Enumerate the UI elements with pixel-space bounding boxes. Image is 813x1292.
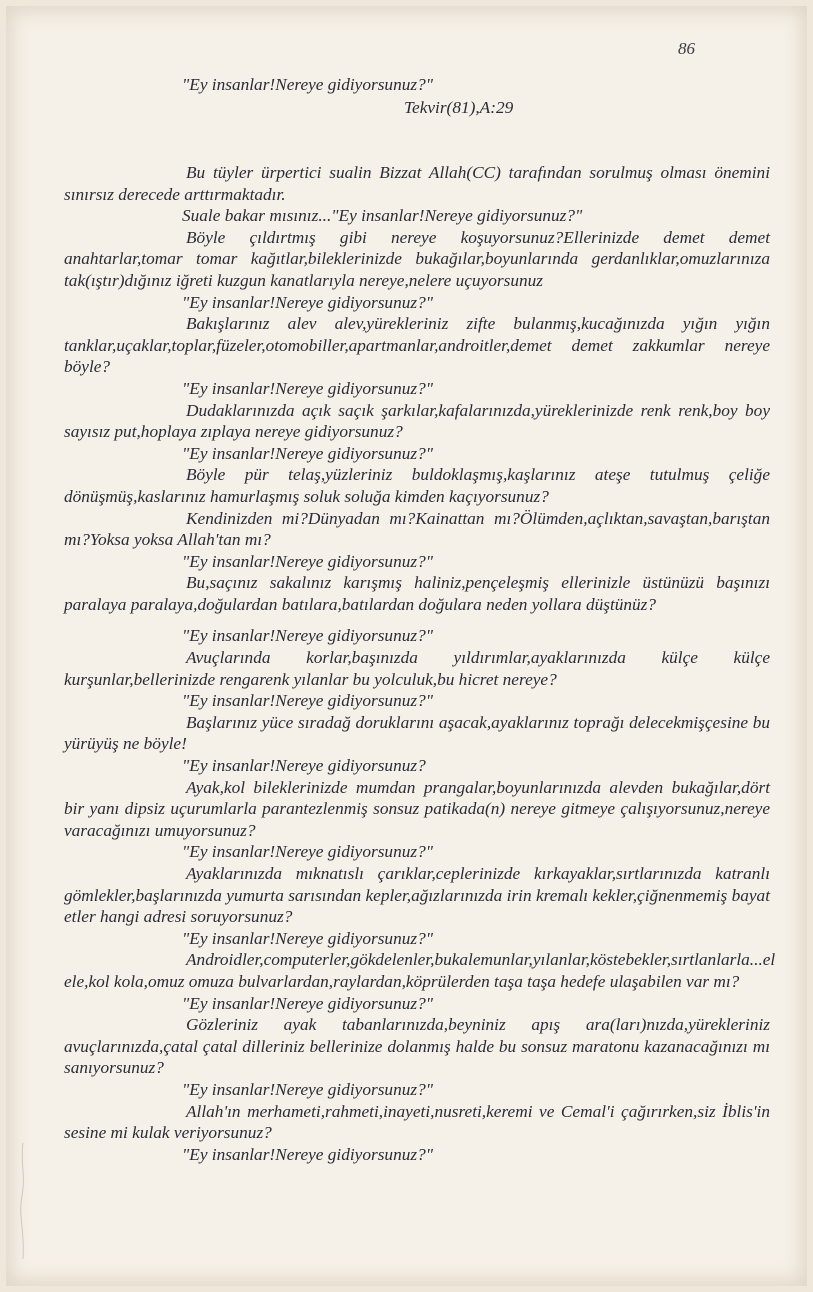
paragraph: Kendinizden mi?Dünyadan mı?Kainattan mı?Ölümden,açlıktan,savaştan,barıştan mı?Yoksa yoksa Allah'tan mı?	[64, 508, 770, 550]
refrain-line: "Ey insanlar!Nereye gidiyorsunuz?	[182, 756, 426, 776]
body-text	[64, 162, 776, 1165]
paragraph: Böyle çıldırtmış gibi nereye koşuyorsunuz?Ellerinizde demet demet anahtarlar,tomar tomar kağıtlar,bileklerinizde bukağılar,boyunlarında gerdanlıklar,omuzlarınıza tak(ıştır)dığınız iğreti kuzgun kanatlarıyla nereye,nelere uçuyorsunuz	[64, 227, 770, 290]
paragraph: Allah'ın merhameti,rahmeti,inayeti,nusreti,keremi ve Cemal'i çağırırken,siz İblis'in sesine mi kulak veriyorsunuz?	[64, 1101, 770, 1143]
margin-scribble	[16, 1141, 30, 1261]
paragraph: Avuçlarında korlar,başınızda yıldırımlar,ayaklarınızda külçe külçe kurşunlar,bellerinizde rengarenk yılanlar bu yolculuk,bu hicret nereye?	[64, 648, 770, 689]
refrain-line: "Ey insanlar!Nereye gidiyorsunuz?"	[182, 443, 433, 463]
paragraph: Ayak,kol bileklerinizde mumdan prangalar,boyunlarınızda alevden bukağılar,dört bir yanı dipsiz uçurumlarla parantezlenmiş sonsuz patikada(n) nereye gitmeye çalışıyorsunuz,nereye varacağınızı umuyorsunuz?	[64, 777, 770, 840]
refrain-line: "Ey insanlar!Nereye gidiyorsunuz?"	[182, 626, 433, 646]
section-gap	[64, 128, 770, 162]
refrain-line: "Ey insanlar!Nereye gidiyorsunuz?"	[182, 292, 433, 312]
paragraph: Bu,saçınız sakalınız karışmış haliniz,pençeleşmiş ellerinizle üstünüzü başınızı paralaya paralaya,doğulardan batılara,batılardan doğulara neden yollara düştünüz?	[64, 573, 770, 614]
refrain-line: "Ey insanlar!Nereye gidiyorsunuz?"	[182, 691, 433, 711]
refrain-line: "Ey insanlar!Nereye gidiyorsunuz?"	[182, 1144, 433, 1164]
refrain-line: "Ey insanlar!Nereye gidiyorsunuz?"	[182, 378, 433, 398]
epigraph-quote: "Ey insanlar!Nereye gidiyorsunuz?"	[182, 75, 433, 94]
paragraph: Gözleriniz ayak tabanlarınızda,beyniniz apış ara(ları)nızda,yürekleriniz avuçlarınızda,çatal çatal dilleriniz bellerinize dolanmış halde bu sonsuz maratonu kazanacağınızı mı sanıyorsunuz?	[64, 1015, 770, 1078]
page-content	[64, 74, 776, 1165]
epigraph-source: Tekvir(81),A:29	[404, 98, 514, 117]
refrain-line: "Ey insanlar!Nereye gidiyorsunuz?"	[182, 928, 433, 948]
paragraph: Ayaklarınızda mıknatıslı çarıklar,ceplerinizde kırkayaklar,sırtlarınızda katranlı gömlekler,başlarınızda yumurta sarısından kepler,ağızlarınızda irin kremalı kekler,çiğnenmemiş bayat etler hangi adresi soruyorsunuz?	[64, 864, 770, 927]
epigraph	[64, 74, 770, 128]
paragraph: Androidler,computerler,gökdelenler,bukalemunlar,yılanlar,köstebekler,sırtlanlarla...el ele,kol kola,omuz omuza bulvarlardan,raylardan,köprülerden taşa taşa hedefe ulaşabilen var mı?	[64, 950, 776, 991]
paragraph: Bakışlarınız alev alev,yürekleriniz zifte bulanmış,kucağınızda yığın yığın tanklar,uçaklar,toplar,füzeler,otomobiller,apartmanlar,androitler,demet demet zakkumlar nereye böyle?	[64, 314, 770, 377]
paragraph: Bu tüyler ürpertici sualin Bizzat Allah(CC) tarafından sorulmuş olması önemini sınırsız derecede arttırmaktadır.	[64, 163, 770, 204]
refrain-line: "Ey insanlar!Nereye gidiyorsunuz?"	[182, 993, 433, 1013]
paragraph: Başlarınız yüce sıradağ doruklarını aşacak,ayaklarınız toprağı delecekmişçesine bu yürüyüş ne böyle!	[64, 712, 770, 754]
refrain-line: Suale bakar mısınız..."Ey insanlar!Nereye gidiyorsunuz?"	[182, 206, 583, 226]
paragraph: Böyle pür telaş,yüzleriniz buldoklaşmış,kaşlarınız ateşe tutulmuş çeliğe dönüşmüş,kaslarınız hamurlaşmış soluk soluğa kimden kaçıyorsunuz?	[64, 465, 770, 506]
refrain-line: "Ey insanlar!Nereye gidiyorsunuz?"	[182, 1079, 433, 1099]
refrain-line: "Ey insanlar!Nereye gidiyorsunuz?"	[182, 842, 433, 862]
refrain-line: "Ey insanlar!Nereye gidiyorsunuz?"	[182, 551, 433, 571]
paragraph: Dudaklarınızda açık saçık şarkılar,kafalarınızda,yüreklerinizde renk renk,boy boy sayısız put,hoplaya zıplaya nereye gidiyorsunuz?	[64, 400, 770, 442]
page-number: 86	[678, 39, 695, 58]
